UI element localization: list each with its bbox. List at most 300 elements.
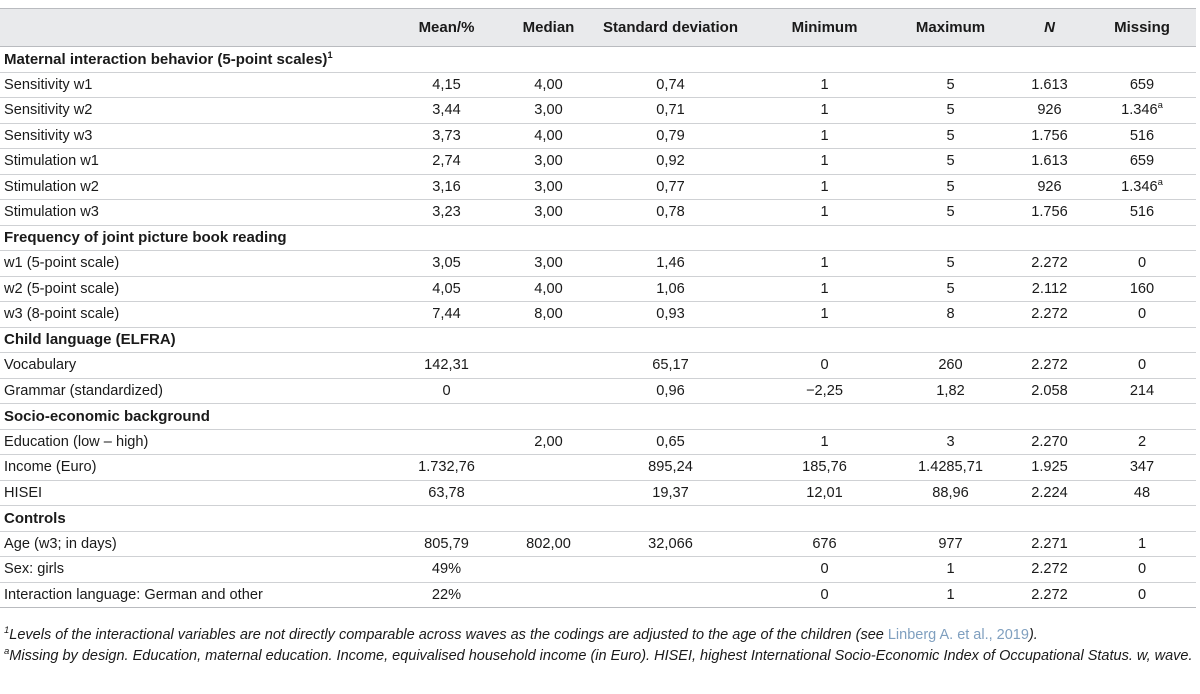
cell-standard-deviation-value: 0,96: [656, 382, 685, 399]
cell-minimum: [759, 276, 890, 302]
cell-standard-deviation-value: 0,93: [656, 306, 685, 323]
cell-minimum: [759, 72, 890, 98]
cell-missing-value: 214: [1129, 382, 1155, 399]
table-row: [0, 123, 1196, 149]
cell-minimum: [759, 123, 890, 149]
table-row: [0, 429, 1196, 455]
cell-standard-deviation-value: 1,46: [656, 255, 685, 272]
cell-median: [515, 149, 582, 175]
cell-minimum-value: 0: [820, 586, 829, 603]
cell-n-value: 2.272: [1031, 306, 1068, 323]
table-footnotes: [4, 625, 1194, 667]
cell-missing: [1088, 353, 1196, 379]
table-row: [0, 98, 1196, 124]
row-label: w3 (8-point scale): [4, 306, 120, 323]
row-label: w1 (5-point scale): [4, 255, 120, 272]
table-row: [0, 557, 1196, 583]
footnote-1-mark: 1: [4, 625, 10, 636]
cell-median: [515, 251, 582, 277]
citation-link[interactable]: Linberg A. et al., 2019: [887, 627, 1029, 643]
header-minimum: Minimum: [759, 9, 890, 47]
cell-minimum-value: 0: [820, 561, 829, 578]
row-label: Education (low – high): [4, 433, 149, 450]
cell-standard-deviation-value: 0,78: [656, 204, 685, 221]
cell-maximum: [890, 557, 1011, 583]
cell-standard-deviation: [582, 123, 759, 149]
table-row: [0, 302, 1196, 328]
cell-median: [515, 480, 582, 506]
cell-missing-value: 1.346: [1121, 178, 1158, 195]
footnote-marker: 1: [327, 49, 333, 61]
cell-standard-deviation-value: 0,74: [656, 76, 685, 93]
cell-standard-deviation-value: 19,37: [652, 484, 689, 501]
table-row: [0, 378, 1196, 404]
cell-n-value: 2.112: [1031, 280, 1068, 297]
header-standard-deviation: Standard deviation: [582, 9, 759, 47]
cell-mean: [378, 123, 515, 149]
cell-maximum: [890, 378, 1011, 404]
header-variable: [0, 9, 378, 47]
cell-maximum-value: 977: [938, 535, 963, 552]
cell-missing: [1088, 276, 1196, 302]
cell-minimum: [759, 582, 890, 608]
cell-missing-value: 1.346: [1121, 102, 1158, 119]
cell-median: [515, 531, 582, 557]
cell-missing-value: 2: [1137, 433, 1147, 450]
footnote-marker: a: [1157, 176, 1163, 188]
cell-n: [1011, 582, 1088, 608]
cell-minimum-value: 0: [820, 357, 829, 374]
cell-maximum: [890, 251, 1011, 277]
cell-mean-value: 3,44: [432, 102, 461, 119]
cell-minimum: [759, 455, 890, 481]
cell-maximum-value: 3: [946, 433, 955, 450]
cell-missing-value: 0: [1137, 561, 1147, 578]
cell-missing: [1088, 531, 1196, 557]
row-label: Stimulation w2: [4, 178, 99, 195]
footnote-1-text: Levels of the interactional variables are not directly comparable across waves as the codings are adjusted to the age of the children (see: [9, 627, 888, 643]
section-heading: [0, 506, 1196, 532]
cell-maximum: [890, 353, 1011, 379]
cell-minimum: [759, 557, 890, 583]
cell-n-value: 926: [1037, 178, 1062, 195]
cell-missing: [1088, 429, 1196, 455]
cell-standard-deviation-value: 65,17: [652, 357, 689, 374]
section-row: [0, 327, 1196, 353]
cell-n-value: 2.224: [1031, 484, 1068, 501]
cell-minimum: [759, 429, 890, 455]
cell-median: [515, 557, 582, 583]
cell-mean: [378, 200, 515, 226]
cell-median: [515, 582, 582, 608]
cell-minimum-value: 676: [812, 535, 837, 552]
cell-mean: [378, 557, 515, 583]
footnote-a-mark: a: [4, 646, 10, 657]
row-label: Sex: girls: [4, 561, 65, 578]
cell-minimum: [759, 353, 890, 379]
cell-n-value: 1.613: [1031, 76, 1068, 93]
section-heading-text: Maternal interaction behavior (5-point scales): [4, 50, 328, 68]
cell-n-value: 2.272: [1031, 357, 1068, 374]
cell-minimum: [759, 480, 890, 506]
cell-standard-deviation: [582, 353, 759, 379]
cell-mean-value: 805,79: [424, 535, 469, 552]
cell-missing: [1088, 557, 1196, 583]
cell-n-value: 2.272: [1031, 586, 1068, 603]
cell-n-value: 1.756: [1031, 204, 1068, 221]
cell-missing-value: 0: [1137, 586, 1147, 603]
cell-standard-deviation: [582, 174, 759, 200]
cell-maximum-value: 88,96: [932, 484, 969, 501]
table-row: [0, 455, 1196, 481]
cell-mean-value: 3,05: [432, 255, 461, 272]
cell-missing-value: 1: [1137, 535, 1147, 552]
cell-median: [515, 123, 582, 149]
cell-n: [1011, 455, 1088, 481]
cell-minimum-value: 1: [820, 280, 829, 297]
cell-mean: [378, 251, 515, 277]
cell-n-value: 2.058: [1031, 382, 1068, 399]
cell-minimum: [759, 251, 890, 277]
cell-missing-value: 48: [1133, 484, 1151, 501]
cell-missing: [1088, 378, 1196, 404]
cell-minimum-value: 1: [820, 153, 829, 170]
cell-mean-value: 2,74: [432, 153, 461, 170]
cell-median-value: 802,00: [526, 535, 571, 552]
cell-standard-deviation: [582, 276, 759, 302]
cell-mean: [378, 276, 515, 302]
cell-mean: [378, 429, 515, 455]
table-row: [0, 480, 1196, 506]
cell-missing-value: 659: [1129, 153, 1155, 170]
cell-standard-deviation-value: 1,06: [656, 280, 685, 297]
cell-maximum-value: 1,82: [936, 382, 965, 399]
cell-mean-value: 3,23: [432, 204, 461, 221]
section-heading-text: Controls: [4, 509, 66, 527]
cell-median: [515, 174, 582, 200]
cell-minimum-value: 1: [820, 127, 829, 144]
table-row: [0, 149, 1196, 175]
cell-maximum: [890, 429, 1011, 455]
cell-mean: [378, 455, 515, 481]
cell-minimum: [759, 98, 890, 124]
cell-n: [1011, 378, 1088, 404]
cell-standard-deviation: [582, 378, 759, 404]
cell-minimum-value: 1: [820, 433, 829, 450]
cell-n: [1011, 98, 1088, 124]
row-label: Grammar (standardized): [4, 382, 163, 399]
cell-maximum: [890, 480, 1011, 506]
cell-minimum-value: 1: [820, 102, 829, 119]
cell-missing-value: 659: [1129, 76, 1155, 93]
cell-n: [1011, 251, 1088, 277]
cell-missing: [1088, 302, 1196, 328]
cell-standard-deviation-value: 0,79: [656, 127, 685, 144]
cell-mean-value: 3,73: [432, 127, 461, 144]
cell-n-value: 1.613: [1031, 153, 1068, 170]
cell-missing: [1088, 72, 1196, 98]
row-label: Interaction language: German and other: [4, 586, 263, 603]
cell-mean: [378, 98, 515, 124]
cell-missing-value: 516: [1129, 204, 1155, 221]
cell-minimum-value: −2,25: [806, 382, 843, 399]
cell-n: [1011, 72, 1088, 98]
cell-n-value: 926: [1037, 102, 1062, 119]
section-heading-text: Child language (ELFRA): [4, 331, 176, 349]
cell-standard-deviation-value: 0,71: [656, 102, 685, 119]
table-row: [0, 353, 1196, 379]
cell-mean-value: 4,15: [432, 76, 461, 93]
cell-missing-value: 516: [1129, 127, 1155, 144]
cell-n-value: 1.925: [1031, 459, 1068, 476]
section-row: [0, 506, 1196, 532]
table-row: [0, 251, 1196, 277]
cell-mean-value: 7,44: [432, 306, 461, 323]
cell-missing-value: 0: [1137, 357, 1147, 374]
footnote-1: [4, 625, 1194, 646]
cell-missing: [1088, 582, 1196, 608]
cell-median: [515, 98, 582, 124]
cell-minimum-value: 1: [820, 306, 829, 323]
row-label: w2 (5-point scale): [4, 280, 120, 297]
cell-maximum-value: 8: [946, 306, 955, 323]
cell-maximum: [890, 123, 1011, 149]
cell-n: [1011, 480, 1088, 506]
cell-standard-deviation: [582, 200, 759, 226]
cell-mean-value: 4,05: [432, 280, 461, 297]
cell-standard-deviation: [582, 251, 759, 277]
cell-minimum: [759, 302, 890, 328]
cell-median-value: 4,00: [534, 127, 563, 144]
cell-mean-value: 49%: [431, 561, 462, 578]
cell-maximum-value: 260: [938, 357, 963, 374]
cell-mean: [378, 353, 515, 379]
cell-maximum-value: 5: [946, 178, 955, 195]
row-label: Sensitivity w2: [4, 102, 93, 119]
row-label: HISEI: [4, 484, 43, 501]
cell-median: [515, 72, 582, 98]
cell-maximum: [890, 174, 1011, 200]
cell-n: [1011, 353, 1088, 379]
cell-standard-deviation: [582, 98, 759, 124]
header-n: N: [1011, 9, 1088, 47]
table-row: [0, 276, 1196, 302]
cell-median: [515, 378, 582, 404]
cell-mean: [378, 480, 515, 506]
cell-n-value: 1.756: [1031, 127, 1068, 144]
cell-mean: [378, 149, 515, 175]
cell-maximum-value: 1: [946, 561, 955, 578]
cell-maximum: [890, 531, 1011, 557]
section-row: [0, 47, 1196, 73]
footnote-marker: a: [1157, 100, 1163, 112]
cell-standard-deviation-value: 0,77: [656, 178, 685, 195]
cell-minimum: [759, 378, 890, 404]
row-label: Vocabulary: [4, 357, 77, 374]
cell-n: [1011, 276, 1088, 302]
cell-median-value: 3,00: [534, 255, 563, 272]
cell-n: [1011, 149, 1088, 175]
cell-maximum: [890, 302, 1011, 328]
cell-standard-deviation: [582, 302, 759, 328]
cell-maximum: [890, 276, 1011, 302]
cell-n-value: 2.272: [1031, 561, 1068, 578]
cell-median-value: 8,00: [534, 306, 563, 323]
row-label: Sensitivity w1: [4, 76, 93, 93]
cell-missing: [1088, 174, 1196, 200]
cell-missing: [1088, 123, 1196, 149]
section-heading: [0, 47, 1196, 73]
table-row: [0, 72, 1196, 98]
cell-standard-deviation: [582, 149, 759, 175]
row-label: Income (Euro): [4, 459, 97, 476]
cell-missing: [1088, 251, 1196, 277]
cell-maximum-value: 5: [946, 204, 955, 221]
cell-minimum-value: 1: [820, 255, 829, 272]
cell-standard-deviation-value: 0,65: [656, 433, 685, 450]
cell-maximum: [890, 72, 1011, 98]
cell-median: [515, 276, 582, 302]
cell-n: [1011, 531, 1088, 557]
header-median: Median: [515, 9, 582, 47]
cell-median: [515, 455, 582, 481]
cell-standard-deviation-value: 32,066: [648, 535, 693, 552]
header-maximum: Maximum: [890, 9, 1011, 47]
section-heading-text: Frequency of joint picture book reading: [4, 229, 287, 247]
cell-missing-value: 160: [1129, 280, 1155, 297]
section-row: [0, 404, 1196, 430]
footnote-a-text: Missing by design. Education, maternal education. Income, equivalised household income (in Euro). HISEI, highest International Socio-Economic Index of Occupational Status. w, wave.: [9, 648, 1193, 664]
cell-median: [515, 353, 582, 379]
cell-mean-value: 1.732,76: [418, 459, 475, 476]
cell-standard-deviation: [582, 557, 759, 583]
cell-maximum: [890, 455, 1011, 481]
cell-maximum-value: 5: [946, 76, 955, 93]
cell-maximum-value: 5: [946, 102, 955, 119]
cell-minimum: [759, 149, 890, 175]
cell-n-value: 2.272: [1031, 255, 1068, 272]
cell-maximum-value: 1.4285,71: [918, 459, 983, 476]
cell-mean: [378, 72, 515, 98]
cell-n: [1011, 557, 1088, 583]
cell-mean-value: 142,31: [424, 357, 469, 374]
cell-standard-deviation: [582, 582, 759, 608]
cell-minimum-value: 12,01: [806, 484, 843, 501]
cell-minimum-value: 1: [820, 76, 829, 93]
cell-minimum-value: 185,76: [802, 459, 847, 476]
cell-standard-deviation-value: 895,24: [648, 459, 693, 476]
header-mean: Mean/%: [378, 9, 515, 47]
cell-missing-value: 0: [1137, 306, 1147, 323]
cell-maximum-value: 1: [946, 586, 955, 603]
descriptive-statistics-table: [0, 8, 1196, 608]
cell-mean: [378, 378, 515, 404]
table-row: [0, 531, 1196, 557]
cell-missing-value: 347: [1129, 459, 1155, 476]
cell-median: [515, 302, 582, 328]
cell-missing: [1088, 98, 1196, 124]
cell-maximum: [890, 98, 1011, 124]
cell-n: [1011, 429, 1088, 455]
cell-median: [515, 429, 582, 455]
cell-maximum: [890, 582, 1011, 608]
cell-maximum-value: 5: [946, 127, 955, 144]
section-heading: [0, 225, 1196, 251]
footnote-1-end: ).: [1028, 627, 1038, 643]
cell-n-value: 2.271: [1031, 535, 1068, 552]
cell-mean: [378, 531, 515, 557]
cell-minimum-value: 1: [820, 178, 829, 195]
cell-maximum-value: 5: [946, 153, 955, 170]
cell-standard-deviation: [582, 480, 759, 506]
cell-median-value: 3,00: [534, 178, 563, 195]
cell-minimum-value: 1: [820, 204, 829, 221]
cell-mean-value: 22%: [431, 586, 462, 603]
section-heading-text: Socio-economic background: [4, 407, 210, 425]
section-heading: [0, 404, 1196, 430]
cell-missing: [1088, 200, 1196, 226]
cell-median: [515, 200, 582, 226]
cell-median-value: 3,00: [534, 102, 563, 119]
cell-missing-value: 0: [1137, 255, 1147, 272]
table-body: [0, 47, 1196, 608]
cell-n: [1011, 174, 1088, 200]
cell-median-value: 4,00: [534, 76, 563, 93]
cell-minimum: [759, 200, 890, 226]
cell-median-value: 2,00: [534, 433, 563, 450]
cell-mean-value: 0: [442, 382, 451, 399]
cell-missing: [1088, 455, 1196, 481]
header-missing: Missing: [1088, 9, 1196, 47]
cell-n: [1011, 123, 1088, 149]
cell-n: [1011, 302, 1088, 328]
row-label: Stimulation w1: [4, 153, 99, 170]
row-label: Stimulation w3: [4, 204, 99, 221]
cell-n: [1011, 200, 1088, 226]
cell-maximum: [890, 149, 1011, 175]
cell-mean-value: 63,78: [428, 484, 465, 501]
table-row: [0, 174, 1196, 200]
cell-maximum-value: 5: [946, 255, 955, 272]
row-label: Age (w3; in days): [4, 535, 117, 552]
header-row: [0, 9, 1196, 47]
section-row: [0, 225, 1196, 251]
footnote-a: [4, 646, 1194, 667]
cell-standard-deviation: [582, 455, 759, 481]
cell-missing: [1088, 480, 1196, 506]
cell-standard-deviation-value: 0,92: [656, 153, 685, 170]
cell-mean: [378, 302, 515, 328]
cell-maximum: [890, 200, 1011, 226]
cell-standard-deviation: [582, 72, 759, 98]
cell-mean-value: 3,16: [432, 178, 461, 195]
cell-minimum: [759, 531, 890, 557]
cell-standard-deviation: [582, 531, 759, 557]
section-heading: [0, 327, 1196, 353]
cell-median-value: 4,00: [534, 280, 563, 297]
cell-mean: [378, 174, 515, 200]
cell-missing: [1088, 149, 1196, 175]
table-row: [0, 200, 1196, 226]
cell-maximum-value: 5: [946, 280, 955, 297]
cell-minimum: [759, 174, 890, 200]
cell-standard-deviation: [582, 429, 759, 455]
row-label: Sensitivity w3: [4, 127, 93, 144]
cell-mean: [378, 582, 515, 608]
cell-median-value: 3,00: [534, 204, 563, 221]
cell-n-value: 2.270: [1031, 433, 1068, 450]
cell-median-value: 3,00: [534, 153, 563, 170]
